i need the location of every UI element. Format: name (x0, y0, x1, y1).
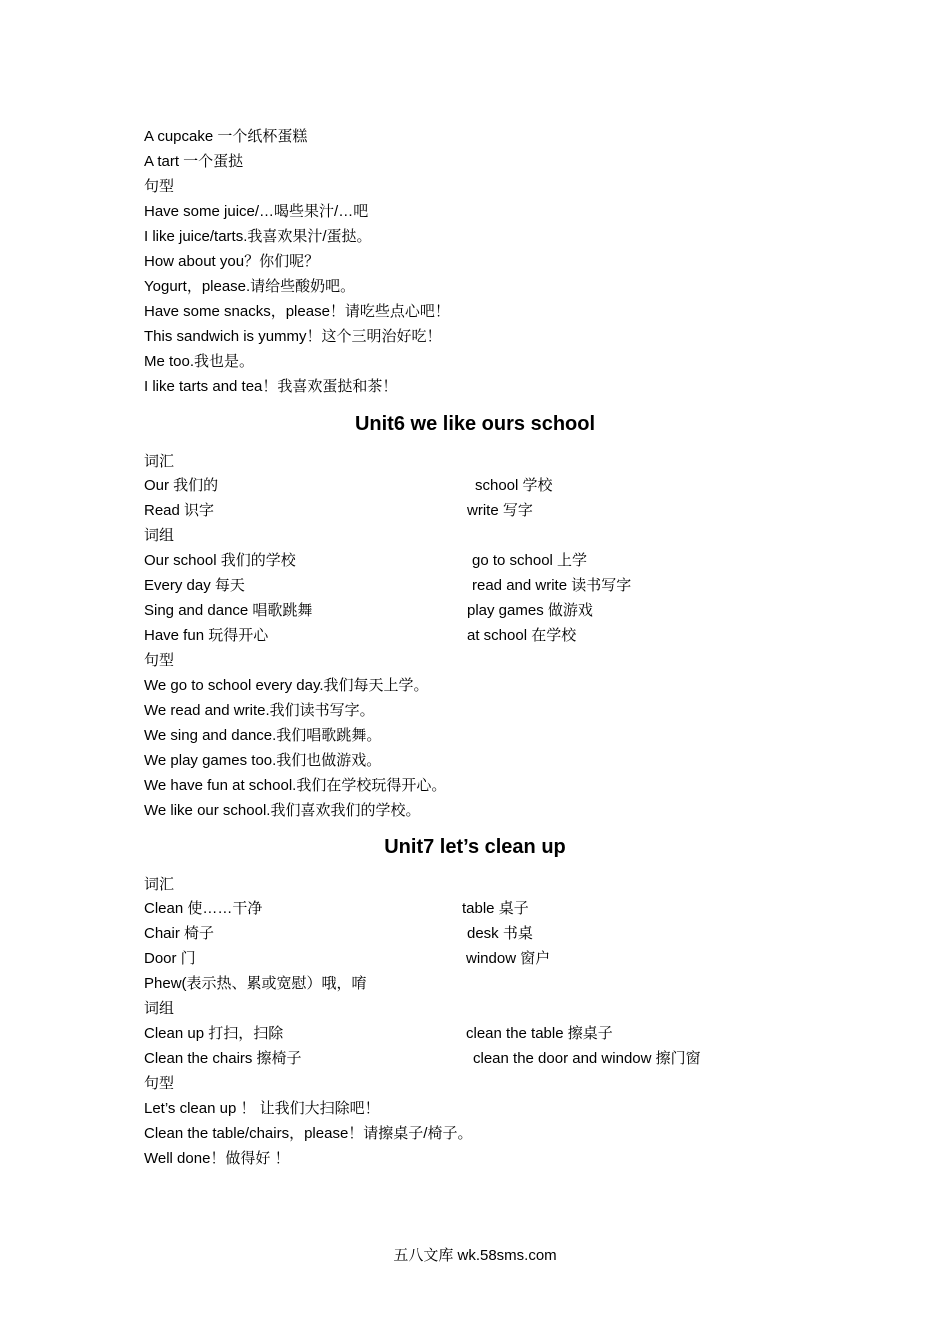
intro-line: Have some snacks，please！请吃些点心吧！ (144, 303, 450, 320)
vocab-row (144, 501, 533, 521)
intro-line: How about you？你们呢？ (144, 253, 320, 270)
sentence-line: We go to school every day.我们每天上学。 (144, 677, 429, 694)
phrase-right: clean the door and window 擦门窗 (473, 1050, 701, 1067)
phrase-row (144, 626, 577, 646)
vocab-line: Phew(表示热、累或宽慰）哦，唷 (144, 975, 367, 992)
phrase-right: clean the table 擦桌子 (466, 1025, 613, 1042)
phrase-row (144, 601, 593, 621)
unit7-phrase-label: 词组 (144, 1000, 175, 1017)
unit7-vocab-label: 词汇 (144, 876, 175, 893)
sentence-line: We have fun at school.我们在学校玩得开心。 (144, 777, 447, 794)
unit6-title: Unit6 we like ours school (354, 413, 596, 435)
phrase-right: at school 在学校 (467, 627, 577, 644)
page-footer: 五八文库 wk.58sms.com (393, 1247, 557, 1264)
vocab-right: write 写字 (467, 502, 533, 519)
phrase-left: Every day 每天 (144, 577, 245, 594)
intro-line: A cupcake 一个纸杯蛋糕 (144, 128, 308, 145)
intro-line: Have some juice/…喝些果汁/…吧 (144, 203, 369, 220)
sentence-line: Let’s clean up ！ 让我们大扫除吧！ (144, 1100, 380, 1117)
sentence-line: Clean the table/chairs，please！请擦桌子/椅子。 (144, 1125, 473, 1142)
vocab-left: Our 我们的 (144, 477, 219, 494)
vocab-left: Read 识字 (144, 502, 215, 519)
vocab-right: school 学校 (475, 477, 553, 494)
sentence-line: We like our school.我们喜欢我们的学校。 (144, 802, 421, 819)
intro-line: I like juice/tarts.我喜欢果汁/蛋挞。 (144, 228, 372, 245)
phrase-right: read and write 读书写字 (472, 577, 632, 594)
sentence-line: We read and write.我们读书写字。 (144, 702, 375, 719)
vocab-left: Door 门 (144, 950, 196, 967)
phrase-row (144, 576, 632, 596)
phrase-left: Have fun 玩得开心 (144, 627, 269, 644)
vocab-row (144, 924, 533, 944)
phrase-left: Clean up 打扫，扫除 (144, 1025, 284, 1042)
unit6-vocab-label: 词汇 (144, 453, 175, 470)
intro-line: I like tarts and tea！我喜欢蛋挞和茶！ (144, 378, 398, 395)
phrase-left: Our school 我们的学校 (144, 552, 296, 569)
unit7-sentence-label: 句型 (144, 1075, 175, 1092)
section-label: 句型 (144, 178, 175, 195)
sentence-line: We play games too.我们也做游戏。 (144, 752, 382, 769)
phrase-row (144, 1024, 613, 1044)
vocab-right: desk 书桌 (467, 925, 533, 942)
phrase-row (144, 551, 588, 571)
phrase-left: Clean the chairs 擦椅子 (144, 1050, 302, 1067)
sentence-line: Well done！做得好 ！ (144, 1150, 290, 1167)
vocab-left: Clean 使……干净 (144, 900, 263, 917)
intro-line: Me too.我也是。 (144, 353, 255, 370)
unit6-sentence-label: 句型 (144, 652, 175, 669)
phrase-left: Sing and dance 唱歌跳舞 (144, 602, 313, 619)
vocab-row (144, 949, 551, 969)
vocab-row (144, 899, 529, 919)
intro-line: Yogurt，please.请给些酸奶吧。 (144, 278, 356, 295)
intro-line: This sandwich is yummy！这个三明治好吃！ (144, 328, 442, 345)
vocab-left: Chair 椅子 (144, 925, 215, 942)
unit6-phrase-label: 词组 (144, 527, 175, 544)
phrase-right: play games 做游戏 (467, 602, 593, 619)
phrase-right: go to school 上学 (472, 552, 588, 569)
vocab-row (144, 476, 553, 496)
vocab-right: window 窗户 (466, 950, 551, 967)
unit7-title: Unit7 let’s clean up (384, 836, 566, 858)
vocab-right: table 桌子 (462, 900, 529, 917)
sentence-line: We sing and dance.我们唱歌跳舞。 (144, 727, 382, 744)
phrase-row (144, 1049, 701, 1069)
intro-line: A tart 一个蛋挞 (144, 153, 244, 170)
